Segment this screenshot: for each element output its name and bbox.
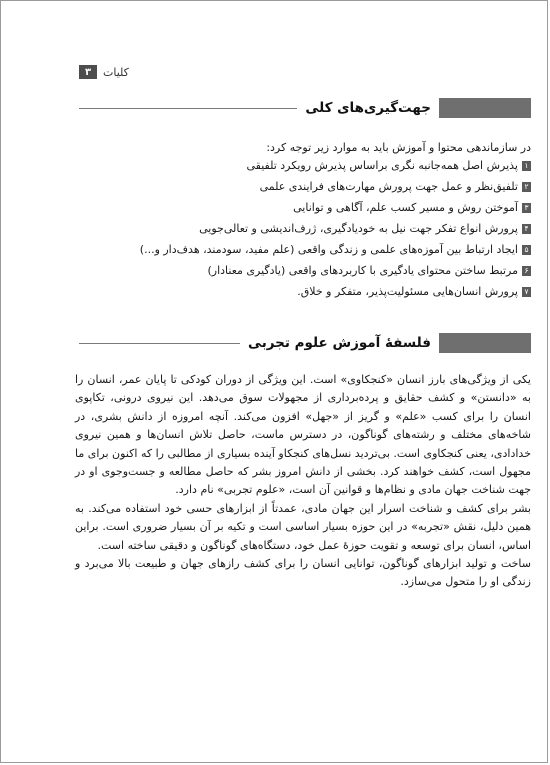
list-item-text: پذیرش اصل همه‌جانبه نگری براساس پذیرش رویکرد تلفیقی <box>246 159 518 172</box>
section-heading-general-orientations <box>79 98 531 118</box>
section-heading-science-philosophy <box>79 333 531 353</box>
running-head <box>79 65 129 79</box>
body-paragraph: یکی از ویژگی‌های بارز انسان «کنجکاوی» است. این ویژگی از دوران کودکی تا پایان عمر، انسان را به «دانستن» و کشف حقایق و پرده‌برداری از مجهولات سوق می‌دهد. این نیروی درونی، تکاپوی انسان را برای کسب «علم» و گریز از «جهل» افزون می‌کند. آنچه امروزه از دانش بشری، در شاخه‌های مختلف و رشته‌های گوناگون، در دسترس ماست، حاصل تلاش انسان‌ها و همین نیروی خدادادی، یعنی کنجکاوی است. بی‌تردید نسل‌های کنجکاو آینده بسیاری از مطالبی را که اکنون برای ما مجهول است، کشف خواهند کرد. بخشی از دانش امروز بشر که حاصل مطالعه و جست‌وجوی او در جهت شناخت جهان مادی و نظام‌ها و قوانین آن است، «علوم تجربی» نام دارد. <box>75 373 531 497</box>
list-item <box>91 197 531 218</box>
body-paragraph: ساخت و تولید ابزارهای گوناگون، توانایی انسان را برای کشف رازهای جهان و طبیعت بالا می‌برد و زندگی او را متحول می‌سازد. <box>75 557 531 589</box>
section-title: جهت‌گیری‌های کلی <box>305 100 431 116</box>
list-item-text: آموختن روش و مسیر کسب علم، آگاهی و توانایی <box>293 201 518 214</box>
list-item <box>91 155 531 176</box>
list-item <box>91 176 531 197</box>
list-item <box>91 260 531 281</box>
list-item-text: تلفیق‌نظر و عمل جهت پرورش مهارت‌های فرایندی علمی <box>259 180 518 193</box>
section-intro: در سازماندهی محتوا و آموزش باید به موارد زیر توجه کرد: <box>266 141 531 154</box>
list-item-text: پرورش انسان‌هایی مسئولیت‌پذیر، متفکر و خلاق. <box>297 285 518 298</box>
list-item <box>91 218 531 239</box>
list-item-text: پرورش انواع تفکر جهت نیل به خودیادگیری، ژرف‌اندیشی و تعالی‌جویی <box>199 222 518 235</box>
item-number-badge: ۱ <box>522 161 531 171</box>
section-body <box>75 371 531 592</box>
heading-rule <box>79 108 297 109</box>
orientation-list <box>91 155 531 302</box>
body-paragraph: بشر برای کشف و شناخت اسرار این جهان مادی، عمدتاً از ابزارهای حسی خود استفاده می‌کند. به همین دلیل، نقش «تجربه» در این حوزه بسیار اساسی است و تکیه بر آن بسیار ضروری است. براین اساس، انسان برای توسعه و تقویت حوزۀ عمل خود، دستگاه‌های گوناگون و دقیقی ساخته است. <box>75 501 531 552</box>
chapter-number-badge: ۳ <box>79 65 97 79</box>
list-item-text: مرتبط ساختن محتوای یادگیری با کاربردهای واقعی (یادگیری معنادار) <box>207 264 518 277</box>
item-number-badge: ۵ <box>522 245 531 255</box>
heading-rule <box>79 343 240 344</box>
item-number-badge: ۷ <box>522 287 531 297</box>
item-number-badge: ۳ <box>522 203 531 213</box>
list-item <box>91 239 531 260</box>
item-number-badge: ۲ <box>522 182 531 192</box>
heading-bar <box>439 333 531 353</box>
item-number-badge: ۶ <box>522 266 531 276</box>
heading-bar <box>439 98 531 118</box>
list-item <box>91 281 531 302</box>
list-item-text: ایجاد ارتباط بین آموزه‌های علمی و زندگی واقعی (علم مفید، سودمند، هدف‌دار و...) <box>139 243 518 256</box>
item-number-badge: ۴ <box>522 224 531 234</box>
section-title: فلسفۀ آموزش علوم تجربی <box>248 335 431 351</box>
chapter-title: کلیات <box>103 65 129 79</box>
